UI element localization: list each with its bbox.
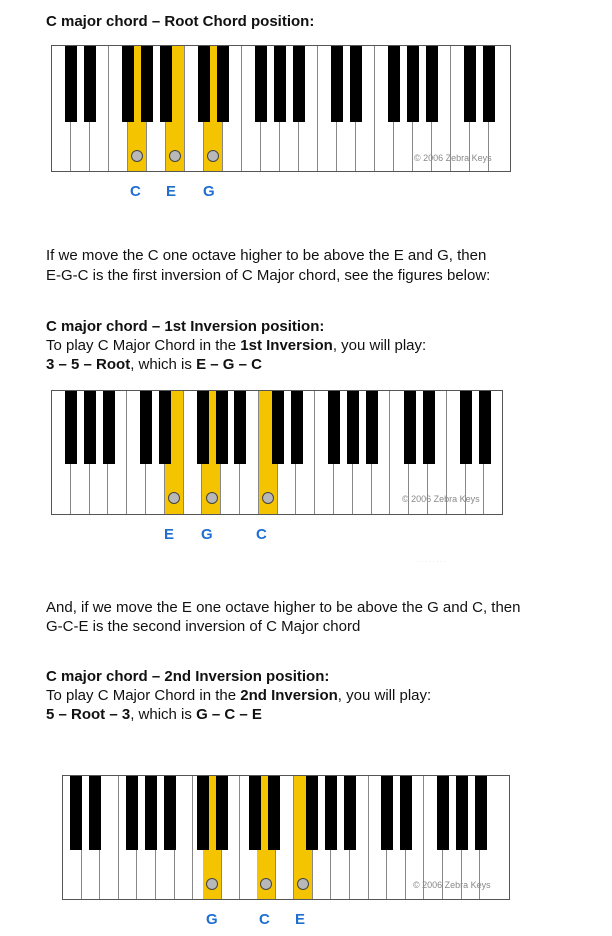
section3-heading: C major chord – 2nd Inversion position: <box>46 668 330 685</box>
black-key <box>347 391 359 464</box>
black-key <box>255 46 267 122</box>
black-key <box>366 391 378 464</box>
black-key <box>344 776 356 850</box>
section3-which-is: , which is <box>130 706 197 723</box>
black-key <box>198 46 210 122</box>
black-key <box>464 46 476 122</box>
note-marker <box>206 878 218 890</box>
black-key <box>456 776 468 850</box>
keyboard-root-position <box>51 45 511 172</box>
black-key <box>160 46 172 122</box>
note-marker <box>262 492 274 504</box>
black-key <box>272 391 284 464</box>
black-key <box>381 776 393 850</box>
black-key <box>216 776 228 850</box>
black-key <box>423 391 435 464</box>
note-label: G <box>206 911 218 928</box>
paragraph2-line1: And, if we move the E one octave higher to be above the G and C, then <box>46 599 521 616</box>
section3-instruction-pre: To play C Major Chord in the <box>46 687 241 704</box>
note-marker <box>169 150 181 162</box>
black-key <box>274 46 286 122</box>
note-label: G <box>203 183 215 200</box>
section3-inversion-name: 2nd Inversion <box>240 687 338 704</box>
note-label: E <box>164 526 175 543</box>
black-key <box>70 776 82 850</box>
paragraph2-line2: G-C-E is the second inversion of C Major chord <box>46 618 361 635</box>
black-key <box>89 776 101 850</box>
black-key <box>407 46 419 122</box>
black-key <box>145 776 157 850</box>
note-label: E <box>166 183 177 200</box>
black-key <box>234 391 246 464</box>
black-key <box>293 46 305 122</box>
section2-instruction-pre: To play C Major Chord in the <box>46 337 241 354</box>
black-key <box>103 391 115 464</box>
section3-notes: G – C – E <box>196 706 262 723</box>
black-key <box>197 776 209 850</box>
section2-inversion-name: 1st Inversion <box>240 337 333 354</box>
black-key <box>291 391 303 464</box>
note-label: E <box>295 911 306 928</box>
section1-heading: C major chord – Root Chord position: <box>46 13 315 30</box>
black-key <box>84 391 96 464</box>
black-key <box>65 391 77 464</box>
black-key <box>331 46 343 122</box>
black-key <box>479 391 491 464</box>
black-key <box>426 46 438 122</box>
paragraph1-line2: E-G-C is the first inversion of C Major chord, see the figures below: <box>46 267 491 284</box>
note-label: C <box>259 911 270 928</box>
black-key <box>325 776 337 850</box>
black-key <box>437 776 449 850</box>
section3-instruction <box>46 686 431 705</box>
section2-formula <box>46 355 262 374</box>
section2-heading: C major chord – 1st Inversion position: <box>46 318 325 335</box>
paragraph1-line1: If we move the C one octave higher to be above the E and G, then <box>46 247 487 264</box>
section3-degrees: 5 – Root – 3 <box>46 706 131 723</box>
black-key <box>306 776 318 850</box>
section2-which-is: , which is <box>130 356 197 373</box>
section2-notes: E – G – C <box>196 356 262 373</box>
note-marker <box>168 492 180 504</box>
section2-instruction-post: , you will play: <box>332 337 427 354</box>
white-key <box>100 776 119 899</box>
keyboard-second-inversion <box>62 775 510 900</box>
note-marker <box>207 150 219 162</box>
keyboard-first-inversion <box>51 390 503 515</box>
black-key <box>197 391 209 464</box>
black-key <box>65 46 77 122</box>
section2-degrees: 3 – 5 – Root <box>46 356 131 373</box>
note-marker <box>297 878 309 890</box>
note-marker <box>206 492 218 504</box>
copyright-watermark: © 2006 Zebra Keys <box>402 494 480 504</box>
note-label: C <box>256 526 267 543</box>
black-key <box>404 391 416 464</box>
note-marker <box>260 878 272 890</box>
black-key <box>141 46 153 122</box>
black-key <box>164 776 176 850</box>
black-key <box>475 776 487 850</box>
black-key <box>217 46 229 122</box>
black-key <box>140 391 152 464</box>
section3-instruction-post: , you will play: <box>337 687 432 704</box>
section3-formula <box>46 705 262 724</box>
black-key <box>126 776 138 850</box>
black-key <box>328 391 340 464</box>
black-key <box>159 391 171 464</box>
section2-instruction <box>46 336 426 355</box>
black-key <box>388 46 400 122</box>
black-key <box>122 46 134 122</box>
note-label: C <box>130 183 141 200</box>
black-key <box>400 776 412 850</box>
black-key <box>268 776 280 850</box>
copyright-watermark: © 2006 Zebra Keys <box>414 153 492 163</box>
copyright-watermark: © 2006 Zebra Keys <box>413 880 491 890</box>
note-label: G <box>201 526 213 543</box>
black-key <box>460 391 472 464</box>
white-key <box>175 776 194 899</box>
faint-watermark-remnant: · · · · · · · · <box>418 559 446 565</box>
black-key <box>350 46 362 122</box>
black-key <box>483 46 495 122</box>
black-key <box>84 46 96 122</box>
black-key <box>216 391 228 464</box>
note-marker <box>131 150 143 162</box>
black-key <box>249 776 261 850</box>
